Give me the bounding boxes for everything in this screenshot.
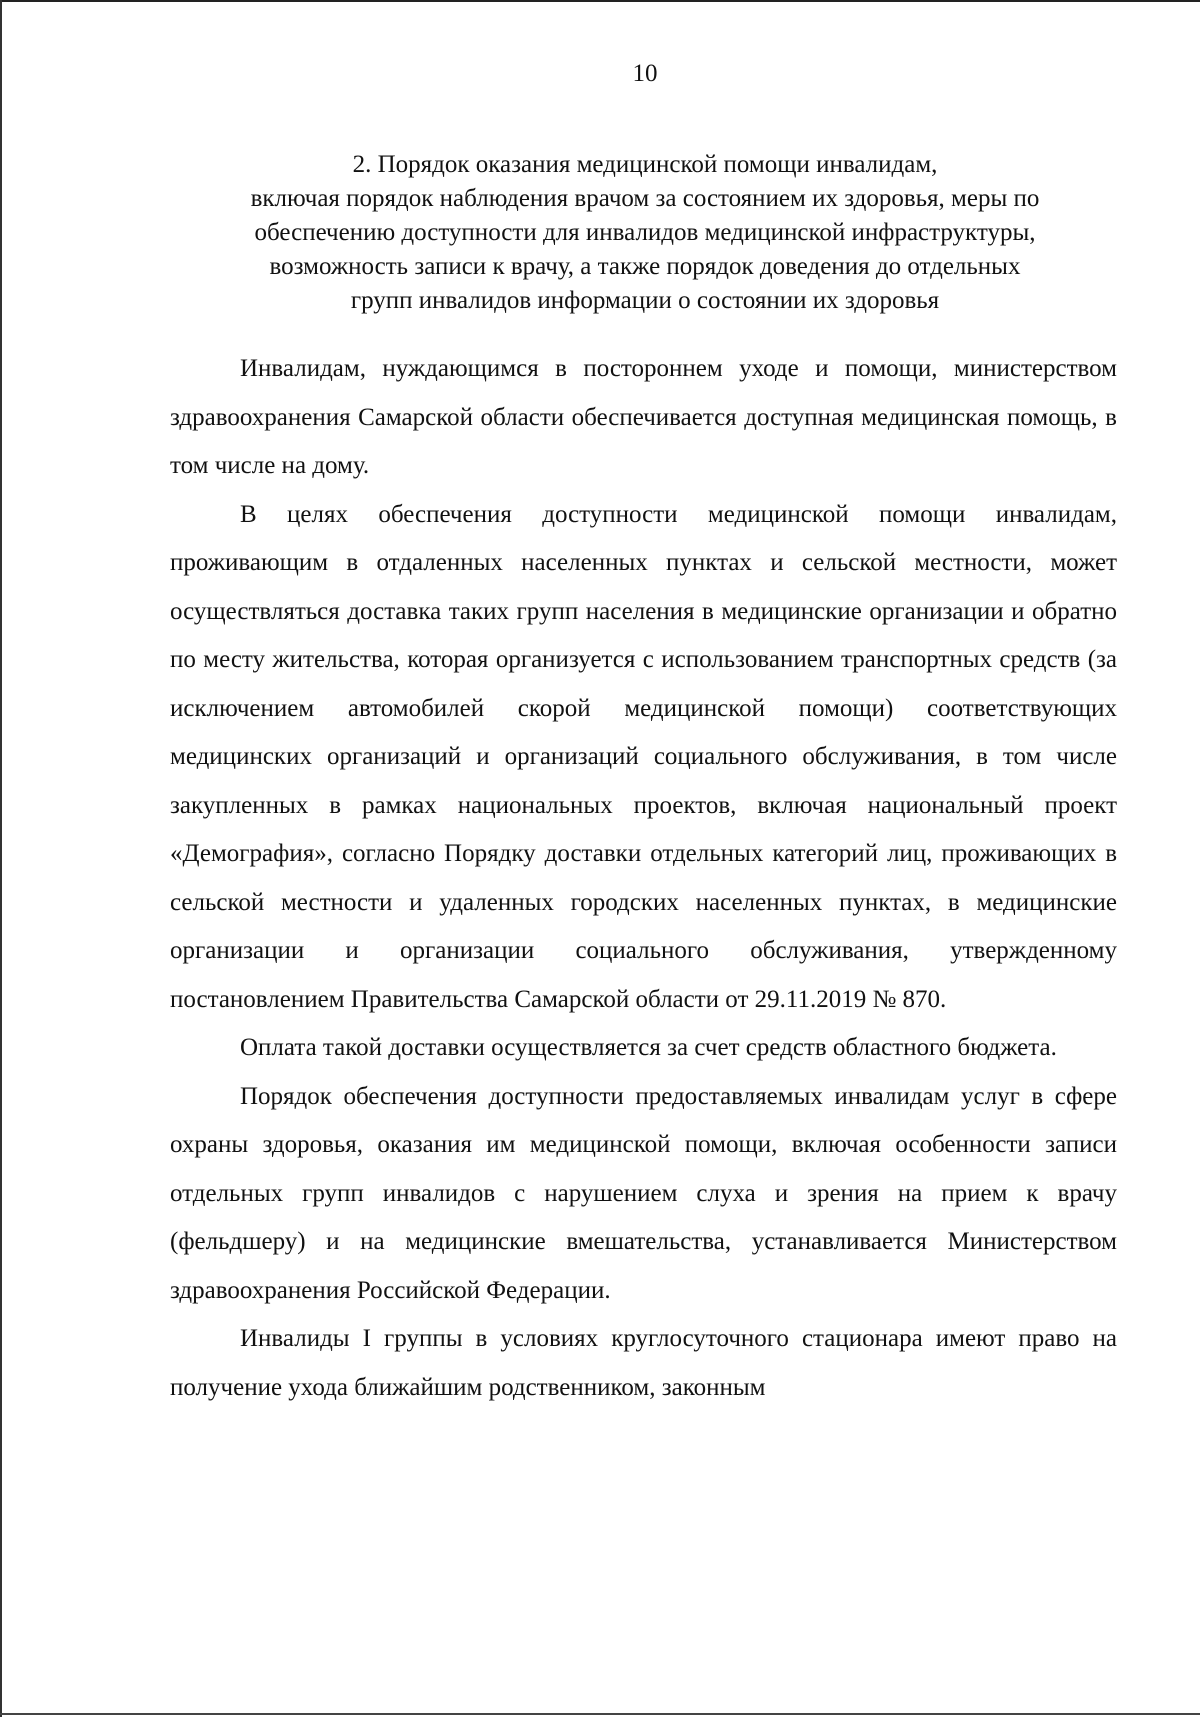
paragraph: Инвалидам, нуждающимся в постороннем уходе и помощи, министерством здравоохранения Самарской области обеспечивается доступная медицинская помощь, в том числе на дому. xyxy=(170,355,1117,479)
section-title-line: 2. Порядок оказания медицинской помощи инвалидам, xyxy=(352,151,938,178)
paragraph: Порядок обеспечения доступности предоставляемых инвалидам услуг в сфере охраны здоровья, оказания им медицинской помощи, включая особенности записи отдельных групп инвалидов с нарушением слуха и зрения на прием к врачу (фельдшеру) и на медицинские вмешательства, устанавливается Министерством здравоохранения Российской Федерации. xyxy=(170,1082,1117,1304)
section-title-line: включая порядок наблюдения врачом за состоянием их здоровья, меры по xyxy=(250,185,1040,212)
section-title xyxy=(170,148,1120,318)
section-title-line: возможность записи к врачу, а также порядок доведения до отдельных xyxy=(269,253,1021,280)
section-title-line: групп инвалидов информации о состоянии их здоровья xyxy=(350,287,940,314)
paragraph: Оплата такой доставки осуществляется за счет средств областного бюджета. xyxy=(240,1034,1057,1061)
page-number: 10 xyxy=(632,60,658,87)
scan-edge-left xyxy=(0,0,2,1717)
document-body xyxy=(170,345,1117,1412)
section-title-line: обеспечению доступности для инвалидов медицинской инфраструктуры, xyxy=(254,219,1036,246)
paragraph: Инвалиды I группы в условиях круглосуточного стационара имеют право на получение ухода ближайшим родственником, законным xyxy=(170,1325,1117,1401)
scan-edge-top xyxy=(0,0,1200,2)
paragraph: В целях обеспечения доступности медицинской помощи инвалидам, проживающим в отдаленных населенных пунктах и сельской местности, может осуществляться доставка таких групп населения в медицинские организации и обратно по месту жительства, которая организуется с использованием транспортных средств (за исключением автомобилей скорой медицинской помощи) соответствующих медицинских организаций и организаций социального обслуживания, в том числе закупленных в рамках национальных проектов, включая национальный проект «Демография», согласно Порядку доставки отдельных категорий лиц, проживающих в сельской местности и удаленных городских населенных пунктах, в медицинские организации и организации социального обслуживания, утвержденному постановлением Правительства Самарской области от 29.11.2019 № 870. xyxy=(170,500,1117,1013)
scan-edge-bottom xyxy=(0,1713,1200,1715)
